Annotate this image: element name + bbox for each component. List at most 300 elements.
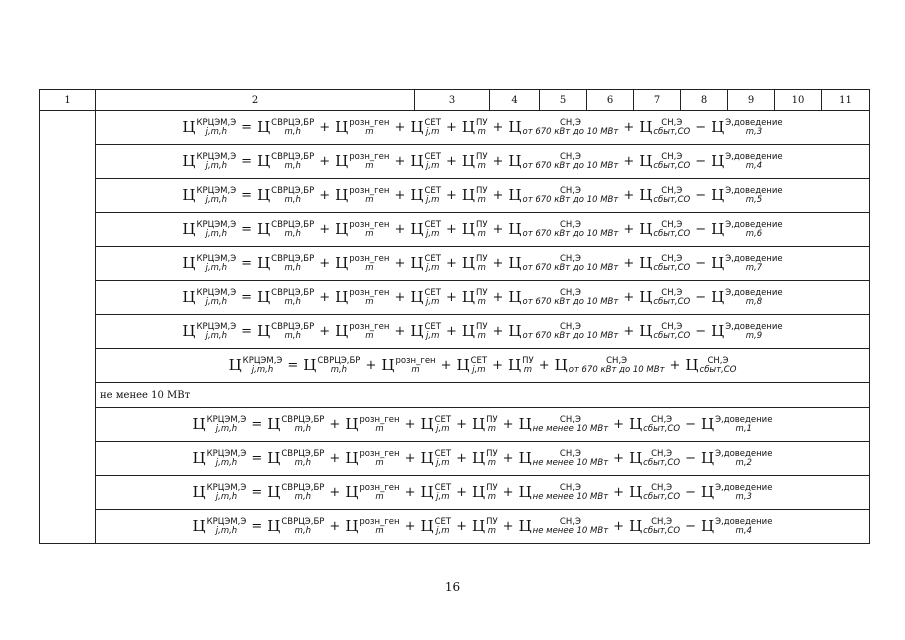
superscript: КРЦЭМ,Э xyxy=(196,151,237,162)
price-term xyxy=(508,153,618,171)
subscript: сбыт,СО xyxy=(643,525,681,536)
header-cell: 7 xyxy=(634,90,681,111)
index-stack xyxy=(700,357,737,375)
price-term xyxy=(508,323,618,341)
superscript: СЕТ xyxy=(424,253,441,264)
superscript: СВРЦЭ,БР xyxy=(317,355,361,366)
price-symbol: Ц xyxy=(192,415,206,433)
operator: + xyxy=(456,451,467,466)
price-term xyxy=(711,119,782,137)
header-cell: 1 xyxy=(40,90,96,111)
superscript: СВРЦЭ,БР xyxy=(281,414,325,425)
price-symbol: Ц xyxy=(711,220,725,238)
operator: + xyxy=(445,256,457,271)
price-symbol: Ц xyxy=(700,415,715,433)
superscript: розн_ген xyxy=(395,355,436,366)
operator: + xyxy=(492,358,504,373)
index-stack xyxy=(349,221,389,239)
price-symbol: Ц xyxy=(335,254,349,272)
subscript: m xyxy=(411,364,420,375)
superscript: розн_ген xyxy=(349,117,390,128)
subscript: m xyxy=(375,423,384,434)
price-term xyxy=(345,416,399,434)
superscript: СН,Э xyxy=(559,321,581,332)
subscript: m xyxy=(365,262,374,273)
price-term xyxy=(267,484,324,502)
operator: = xyxy=(251,417,263,432)
price-symbol: Ц xyxy=(345,415,359,433)
price-term xyxy=(555,357,665,375)
formula-cell xyxy=(96,442,870,476)
superscript: СН,Э xyxy=(651,448,673,459)
index-stack xyxy=(653,323,690,341)
price-symbol: Ц xyxy=(472,483,486,501)
subscript: m,h xyxy=(284,194,301,205)
subscript: m,h xyxy=(284,126,301,137)
index-stack xyxy=(424,255,441,273)
subscript: m xyxy=(477,228,486,239)
price-symbol: Ц xyxy=(257,288,271,306)
subscript: от 670 кВт до 10 МВт xyxy=(522,330,619,341)
subscript: m xyxy=(477,296,486,307)
index-stack xyxy=(435,484,452,502)
price-term xyxy=(462,153,488,171)
formula-row xyxy=(40,476,870,510)
index-stack xyxy=(424,187,441,205)
superscript: СН,Э xyxy=(651,414,673,425)
price-term xyxy=(472,518,498,536)
index-stack xyxy=(207,518,247,536)
subscript: сбыт,СО xyxy=(653,228,691,239)
price-term xyxy=(462,221,488,239)
operator: − xyxy=(685,519,696,534)
price-term xyxy=(685,357,736,375)
price-term xyxy=(267,450,324,468)
price-term xyxy=(335,323,389,341)
index-stack xyxy=(271,119,314,137)
operator: + xyxy=(492,188,504,203)
section-label: не менее 10 МВт xyxy=(100,389,191,401)
superscript: СН,Э xyxy=(661,253,683,264)
price-term xyxy=(267,416,324,434)
price-symbol: Ц xyxy=(267,517,281,535)
price-term xyxy=(182,221,236,239)
index-stack xyxy=(533,518,608,536)
price-term xyxy=(335,153,389,171)
subscript: m xyxy=(375,457,384,468)
operator: + xyxy=(538,358,550,373)
formula-cell xyxy=(96,408,870,442)
operator: + xyxy=(502,519,514,534)
price-term xyxy=(629,450,680,468)
subscript: m xyxy=(477,160,486,171)
index-stack xyxy=(281,518,324,536)
superscript: СЕТ xyxy=(434,516,452,527)
operator: + xyxy=(404,485,416,500)
index-stack xyxy=(533,450,608,468)
price-symbol: Ц xyxy=(461,288,475,306)
subscript: m,h xyxy=(284,228,301,239)
subscript: m xyxy=(365,330,374,341)
subscript: j,m xyxy=(426,228,440,239)
price-symbol: Ц xyxy=(257,186,271,204)
price-term xyxy=(639,221,690,239)
superscript: КРЦЭМ,Э xyxy=(206,414,247,425)
superscript: СН,Э xyxy=(661,117,683,128)
price-symbol: Ц xyxy=(518,415,532,433)
price-term xyxy=(519,450,609,468)
subscript: j,m,h xyxy=(215,423,238,434)
operator: + xyxy=(394,188,406,203)
operator: = xyxy=(241,120,253,135)
price-term xyxy=(335,119,389,137)
superscript: Э,доведение xyxy=(715,482,773,493)
subscript: сбыт,СО xyxy=(653,296,691,307)
formula-cell xyxy=(96,145,870,179)
superscript: Э,доведение xyxy=(725,185,783,196)
price-symbol: Ц xyxy=(345,517,359,535)
superscript: розн_ген xyxy=(359,516,400,527)
index-stack xyxy=(317,357,360,375)
operator: + xyxy=(404,519,416,534)
price-symbol: Ц xyxy=(472,517,486,535)
price-symbol: Ц xyxy=(456,356,470,374)
operator: + xyxy=(623,188,635,203)
superscript: Э,доведение xyxy=(715,516,773,527)
price-symbol: Ц xyxy=(410,220,424,238)
price-symbol: Ц xyxy=(182,322,196,340)
header-cell: 2 xyxy=(96,90,415,111)
subscript: m,h xyxy=(284,296,301,307)
operator: + xyxy=(394,324,406,339)
subscript: j,m,h xyxy=(215,457,238,468)
subscript: j,m xyxy=(436,457,450,468)
formula xyxy=(193,484,773,502)
price-term xyxy=(410,289,441,307)
subscript: m,h xyxy=(330,364,348,375)
price-symbol: Ц xyxy=(182,186,196,204)
price-symbol: Ц xyxy=(257,220,271,238)
superscript: ПУ xyxy=(475,185,488,196)
price-symbol: Ц xyxy=(335,152,349,170)
price-symbol: Ц xyxy=(381,356,395,374)
price-symbol: Ц xyxy=(335,220,349,238)
price-symbol: Ц xyxy=(711,118,725,136)
subscript: не менее 10 МВт xyxy=(532,491,609,502)
price-symbol: Ц xyxy=(508,186,522,204)
operator: = xyxy=(251,451,263,466)
subscript: от 670 кВт до 10 МВт xyxy=(522,262,619,273)
price-term xyxy=(519,484,609,502)
price-term xyxy=(257,289,314,307)
price-term xyxy=(410,153,441,171)
operator: + xyxy=(492,120,504,135)
price-term xyxy=(462,187,488,205)
price-term xyxy=(472,416,498,434)
price-symbol: Ц xyxy=(700,517,715,535)
index-stack xyxy=(569,357,665,375)
operator: + xyxy=(365,358,377,373)
operator: + xyxy=(492,256,504,271)
formula-cell xyxy=(96,111,870,145)
operator: + xyxy=(669,358,681,373)
price-term xyxy=(381,357,435,375)
price-symbol: Ц xyxy=(639,322,653,340)
index-stack xyxy=(243,357,283,375)
price-symbol: Ц xyxy=(182,152,196,170)
price-symbol: Ц xyxy=(410,322,424,340)
superscript: розн_ген xyxy=(349,185,390,196)
index-stack xyxy=(349,153,389,171)
subscript: сбыт,СО xyxy=(653,330,691,341)
price-symbol: Ц xyxy=(700,449,715,467)
price-symbol: Ц xyxy=(192,517,206,535)
price-term xyxy=(701,450,772,468)
price-term xyxy=(639,119,690,137)
superscript: Э,доведение xyxy=(725,117,783,128)
price-term xyxy=(711,187,782,205)
index-stack xyxy=(281,416,324,434)
price-symbol: Ц xyxy=(461,220,475,238)
index-stack xyxy=(725,221,782,239)
price-term xyxy=(267,518,324,536)
price-symbol: Ц xyxy=(335,118,349,136)
index-stack xyxy=(281,450,324,468)
operator: + xyxy=(329,519,341,534)
index-stack xyxy=(725,187,782,205)
subscript: j,m xyxy=(472,364,486,375)
operator: + xyxy=(394,120,406,135)
price-term xyxy=(410,221,441,239)
operator: + xyxy=(445,222,457,237)
subscript: сбыт,СО xyxy=(653,262,691,273)
operator: + xyxy=(492,154,504,169)
subscript: m,3 xyxy=(735,491,752,502)
superscript: КРЦЭМ,Э xyxy=(206,516,247,527)
index-stack xyxy=(522,357,534,375)
price-symbol: Ц xyxy=(639,152,653,170)
index-stack xyxy=(435,450,452,468)
index-stack xyxy=(349,119,389,137)
operator: + xyxy=(394,256,406,271)
operator: − xyxy=(695,290,707,305)
index-stack xyxy=(486,518,498,536)
subscript: m xyxy=(365,228,374,239)
operator: − xyxy=(695,120,707,135)
price-term xyxy=(711,221,782,239)
formula-row xyxy=(40,247,870,281)
price-term xyxy=(639,323,690,341)
price-symbol: Ц xyxy=(410,152,424,170)
price-symbol: Ц xyxy=(518,483,532,501)
price-symbol: Ц xyxy=(711,152,725,170)
subscript: m xyxy=(477,262,486,273)
index-stack xyxy=(271,255,314,273)
index-stack xyxy=(476,187,488,205)
price-term xyxy=(193,416,247,434)
superscript: ПУ xyxy=(522,355,534,366)
index-stack xyxy=(359,484,399,502)
subscript: m xyxy=(375,491,384,502)
index-stack xyxy=(476,119,488,137)
superscript: СН,Э xyxy=(559,287,581,298)
price-symbol: Ц xyxy=(420,483,434,501)
subscript: m,4 xyxy=(745,160,763,171)
superscript: КРЦЭМ,Э xyxy=(196,287,237,298)
subscript: m,8 xyxy=(745,296,763,307)
operator: = xyxy=(241,256,253,271)
operator: + xyxy=(319,154,331,169)
index-stack xyxy=(533,416,608,434)
subscript: j,m xyxy=(426,126,440,137)
index-stack xyxy=(653,255,690,273)
price-term xyxy=(335,255,389,273)
superscript: ПУ xyxy=(475,253,488,264)
subscript: m xyxy=(375,525,384,536)
price-term xyxy=(335,289,389,307)
subscript: j,m xyxy=(426,194,440,205)
index-stack xyxy=(359,450,399,468)
superscript: розн_ген xyxy=(349,219,390,230)
price-term xyxy=(193,450,247,468)
subscript: m,h xyxy=(294,525,312,536)
price-term xyxy=(410,255,441,273)
price-symbol: Ц xyxy=(420,415,434,433)
operator: − xyxy=(685,485,696,500)
superscript: ПУ xyxy=(475,151,488,162)
index-stack xyxy=(435,416,452,434)
index-stack xyxy=(725,255,782,273)
subscript: j,m,h xyxy=(205,126,228,137)
index-stack xyxy=(523,221,619,239)
subscript: j,m,h xyxy=(215,491,238,502)
subscript: m xyxy=(487,491,497,502)
superscript: СН,Э xyxy=(559,516,581,527)
price-term xyxy=(472,484,498,502)
operator: + xyxy=(623,222,635,237)
subscript: j,m,h xyxy=(205,194,228,205)
superscript: Э,доведение xyxy=(725,287,783,298)
price-symbol: Ц xyxy=(508,118,522,136)
subscript: m xyxy=(365,126,374,137)
price-term xyxy=(257,153,314,171)
subscript: сбыт,СО xyxy=(653,160,691,171)
superscript: ПУ xyxy=(486,516,498,527)
price-term xyxy=(639,187,690,205)
operator: + xyxy=(492,222,504,237)
superscript: КРЦЭМ,Э xyxy=(206,448,247,459)
price-term xyxy=(508,255,618,273)
price-term xyxy=(421,416,452,434)
price-symbol: Ц xyxy=(228,356,242,374)
index-stack xyxy=(271,153,314,171)
formula-cell xyxy=(96,510,870,544)
price-symbol: Ц xyxy=(335,288,349,306)
price-term xyxy=(410,119,441,137)
price-symbol: Ц xyxy=(335,322,349,340)
superscript: СН,Э xyxy=(559,151,581,162)
price-term xyxy=(508,187,618,205)
operator: + xyxy=(329,417,341,432)
superscript: КРЦЭМ,Э xyxy=(196,185,237,196)
index-stack xyxy=(476,289,488,307)
index-stack xyxy=(523,255,619,273)
operator: + xyxy=(492,290,504,305)
index-stack xyxy=(486,416,498,434)
subscript: не менее 10 МВт xyxy=(532,525,609,536)
price-symbol: Ц xyxy=(267,483,281,501)
price-symbol: Ц xyxy=(182,254,196,272)
price-term xyxy=(508,289,618,307)
index-stack xyxy=(476,153,488,171)
subscript: от 670 кВт до 10 МВт xyxy=(522,126,619,137)
superscript: СЕТ xyxy=(424,185,441,196)
price-term xyxy=(462,119,488,137)
index-stack xyxy=(653,153,690,171)
price-symbol: Ц xyxy=(711,254,725,272)
index-stack xyxy=(359,416,399,434)
index-stack xyxy=(725,323,782,341)
subscript: m xyxy=(477,126,486,137)
index-stack xyxy=(196,255,236,273)
index-stack xyxy=(486,450,498,468)
index-stack xyxy=(349,323,389,341)
price-symbol: Ц xyxy=(508,288,522,306)
subscript: m,h xyxy=(284,330,301,341)
superscript: СН,Э xyxy=(559,185,581,196)
subscript: j,m xyxy=(436,423,450,434)
price-term xyxy=(639,153,690,171)
superscript: КРЦЭМ,Э xyxy=(206,482,247,493)
price-symbol: Ц xyxy=(461,152,475,170)
formula-row xyxy=(40,442,870,476)
operator: + xyxy=(456,485,467,500)
index-stack xyxy=(523,289,619,307)
operator: = xyxy=(241,154,253,169)
superscript: СВРЦЭ,БР xyxy=(271,321,315,332)
price-term xyxy=(711,153,782,171)
index-stack xyxy=(725,119,782,137)
subscript: от 670 кВт до 10 МВт xyxy=(522,296,619,307)
price-term xyxy=(457,357,488,375)
price-symbol: Ц xyxy=(639,220,653,238)
index-stack xyxy=(643,484,680,502)
price-symbol: Ц xyxy=(461,186,475,204)
formula-row xyxy=(40,510,870,544)
price-symbol: Ц xyxy=(518,449,532,467)
price-term xyxy=(182,255,236,273)
subscript: j,m xyxy=(436,491,450,502)
index-stack xyxy=(725,289,782,307)
price-symbol: Ц xyxy=(257,254,271,272)
price-term xyxy=(508,221,618,239)
price-symbol: Ц xyxy=(182,220,196,238)
operator: + xyxy=(394,290,406,305)
price-term xyxy=(410,323,441,341)
price-symbol: Ц xyxy=(461,254,475,272)
subscript: j,m,h xyxy=(205,228,228,239)
index-stack xyxy=(476,221,488,239)
operator: + xyxy=(623,154,635,169)
price-symbol: Ц xyxy=(700,483,715,501)
price-term xyxy=(257,119,314,137)
price-symbol: Ц xyxy=(303,356,317,374)
price-symbol: Ц xyxy=(345,449,359,467)
price-symbol: Ц xyxy=(629,483,643,501)
formula xyxy=(193,518,773,536)
price-symbol: Ц xyxy=(508,322,522,340)
price-symbol: Ц xyxy=(182,288,196,306)
